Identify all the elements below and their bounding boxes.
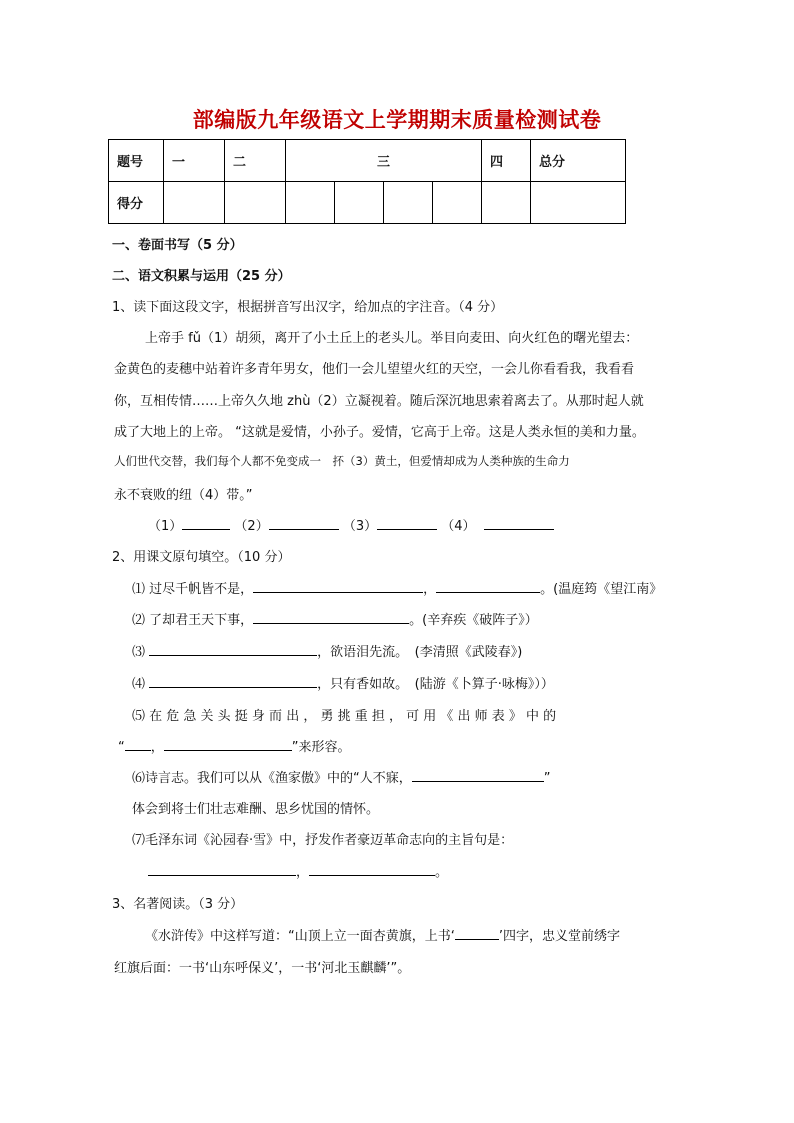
item-text: ⑴ 过尽千帆皆不是， [132,582,254,597]
item-text: “ [118,740,125,755]
table-cell: 三 [286,140,482,182]
answer-row [148,515,554,534]
passage-line: 你，互相传情……上帝久久地 zhù（2）立凝视着。随后深沉地思索着离去了。从那时起人就 [114,394,644,409]
passage-line [145,925,620,944]
answer-label: （1） [148,519,183,534]
fill-item [132,578,662,597]
answer-blank[interactable] [125,736,151,751]
item-text: ，欲语泪先流。 (李清照《武陵春》) [317,645,523,660]
table-cell: 总分 [531,140,626,182]
fill-item [132,641,522,660]
item-text: 。(温庭筠《望江南》 [540,582,663,597]
item-text: ”来形容。 [291,740,351,755]
score-cell[interactable] [482,182,531,224]
answer-label: （3） [342,519,378,534]
score-table [108,139,626,224]
passage-line: 成了大地上的上帝。 “这就是爱情，小孙子。爱情，它高于上帝。这是人类永恒的美和力量。 [114,425,645,440]
score-cell[interactable] [433,182,482,224]
answer-blank[interactable] [309,861,435,876]
item-text: ⑹诗言志。我们可以从《渔家傲》中的“人不寐， [132,771,412,786]
question-stem: 1、读下面这段文字，根据拼音写出汉字，给加点的字注音。（4 分） [112,300,504,315]
answer-blank[interactable] [149,641,317,656]
item-text: ⑷ [132,677,146,692]
question-stem: 2、用课文原句填空。（10 分） [112,550,291,565]
answer-blank[interactable] [436,578,540,593]
answer-blank[interactable] [484,515,554,530]
item-text: 。 [435,865,449,880]
question-stem: 3、名著阅读。（3 分） [112,897,244,912]
answer-blank[interactable] [182,515,230,530]
score-cell[interactable] [225,182,286,224]
answer-blank[interactable] [269,515,339,530]
passage-line: 红旗后面：一书‘山东呼保义’，一书‘河北玉麒麟’”。 [114,961,411,976]
score-cell[interactable] [286,182,335,224]
item-text: ， [423,582,437,597]
table-cell: 题号 [109,140,164,182]
item-text: ’四字，忠义堂前绣字 [498,929,621,944]
score-cell[interactable] [531,182,626,224]
item-text: ” [543,771,551,786]
score-cell[interactable] [164,182,225,224]
table-cell: 二 [225,140,286,182]
fill-item [148,861,448,880]
score-table-header-row [109,140,626,182]
table-cell: 一 [164,140,225,182]
fill-item [118,736,351,755]
score-cell[interactable] [335,182,384,224]
passage-line: 人们世代交替，我们每个人都不免变成一 抔（3）黄土，但爱情却成为人类种族的生命力 [114,454,570,468]
answer-blank[interactable] [253,578,423,593]
answer-blank[interactable] [148,861,296,876]
passage-line: 永不衰败的纽（4）带。” [114,488,253,503]
passage-line: 上帝手 fǔ（1）胡须，离开了小土丘上的老头儿。举目向麦田、向火红色的曙光望去： [145,331,639,346]
score-table-score-row [109,182,626,224]
page-title: 部编版九年级语文上学期期末质量检测试卷 [192,107,602,132]
item-text: 《水浒传》中这样写道：“山顶上立一面杏黄旗，上书‘ [145,929,455,944]
table-cell: 四 [482,140,531,182]
section-heading: 一、卷面书写（5 分） [112,238,243,253]
passage-line: 金黄色的麦穗中站着许多青年男女，他们一会儿望望火红的天空，一会儿你看看我，我看看 [114,362,635,377]
fill-item [132,609,538,628]
item-text: ⑶ [132,645,146,660]
answer-blank[interactable] [149,673,317,688]
fill-item [132,673,554,692]
item-text: ， [150,740,164,755]
score-cell[interactable] [384,182,433,224]
item-text: 。(辛弃疾《破阵子》） [409,613,538,628]
answer-blank[interactable] [412,767,544,782]
fill-item: ⑺毛泽东词《沁园春·雪》中，抒发作者豪迈革命志向的主旨句是： [132,833,514,848]
item-text: ，只有香如故。 (陆游《卜算子·咏梅》）） [317,677,554,692]
fill-item: 体会到将士们壮志难酬、思乡忧国的情怀。 [132,802,380,817]
table-cell: 得分 [109,182,164,224]
answer-blank[interactable] [164,736,292,751]
answer-label: （4） [441,519,476,534]
answer-label: （2） [234,519,269,534]
answer-blank[interactable] [253,609,409,624]
fill-item [132,767,551,786]
answer-blank[interactable] [377,515,437,530]
item-text: ， [296,865,310,880]
answer-blank[interactable] [455,925,499,940]
item-text: ⑵ 了却君王天下事， [132,613,254,628]
fill-item: ⑸ 在 危 急 关 头 挺 身 而 出 ， 勇 挑 重 担 ， 可 用 《 出 师 表 》 中 的 [132,709,557,724]
section-heading: 二、语文积累与运用（25 分） [112,269,291,284]
